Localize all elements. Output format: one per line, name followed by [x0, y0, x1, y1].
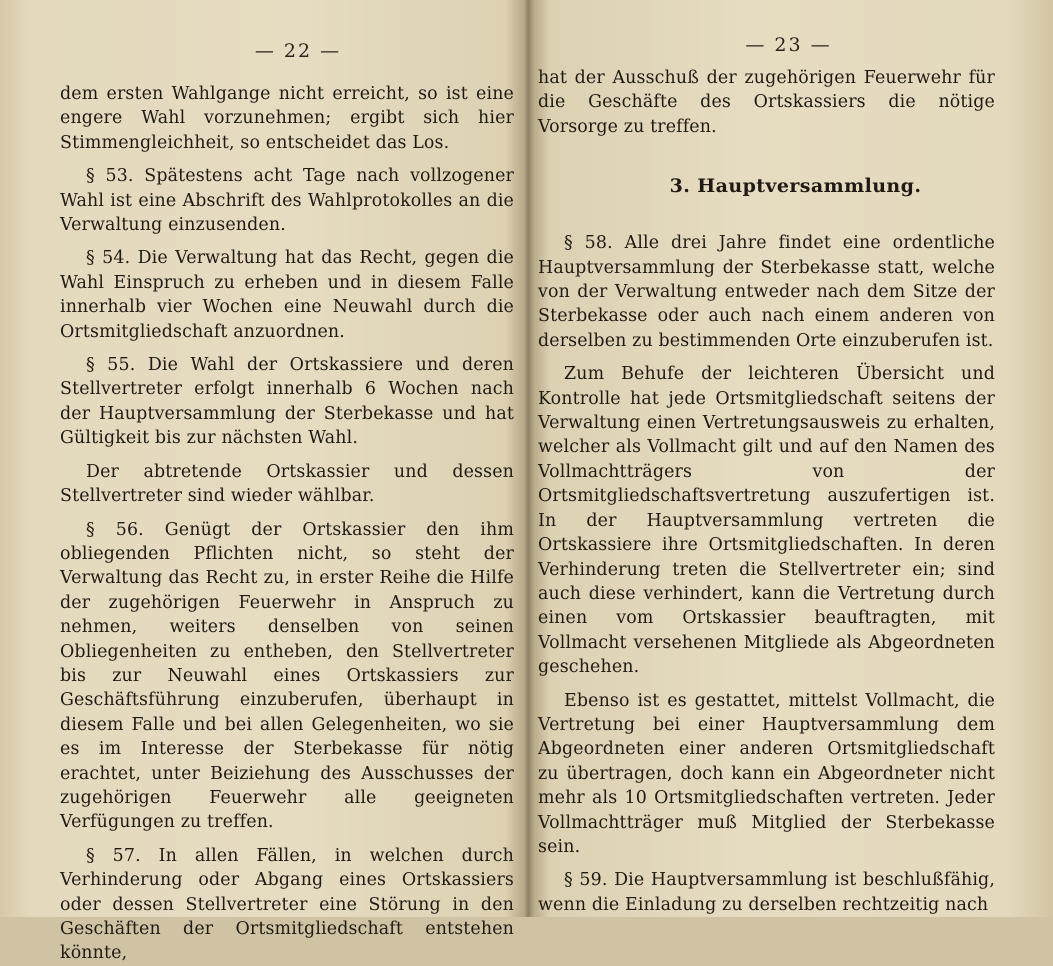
- paragraph-59: § 59. Die Hauptversammlung ist beschlußfähig, wenn die Einladung zu derselben rechtzeitig nach: [538, 870, 995, 915]
- paragraph-56: § 56. Genügt der Ortskassier den ihm obliegenden Pflichten nicht, so steht der Verwaltung das Recht zu, in erster Reihe die Hilfe der zugehörigen Feuerwehr in Anspruch zu nehmen, weiters denselben von seinen Obliegenheiten zu entheben, den Stellvertreter bis zur Neuwahl eines Ortskassiers zur Geschäftsführung einzuberufen, überhaupt in diesem Falle und bei allen Gelegenheiten, wo sie es im Interesse der Sterbekasse für nötig erachtet, unter Beiziehung des Ausschusses der zugehörigen Feuerwehr alle geeigneten Verfügungen zu treffen.: [60, 519, 514, 833]
- paragraph-58: § 58. Alle drei Jahre findet eine ordentliche Hauptversammlung der Sterbekasse statt, welche von der Verwaltung entweder nach dem Sitze der Sterbekasse oder auch nach einem anderen von derselben zu bestimmenden Orte einzuberufen ist.: [538, 233, 995, 351]
- paragraph-58-kontrolle: Zum Behufe der leichteren Übersicht und Kontrolle hat jede Ortsmitgliedschaft seitens der Verwaltung einen Vertretungsausweis zu erhalten, welcher als Vollmacht gilt und auf den Namen des Vollmachtträgers von der Ortsmitgliedschaftsvertretung auszufertigen ist. In der Hauptversammlung vertreten die Ortskassiere ihre Ortsmitgliedschaften. In deren Verhinderung treten die Stellvertreter ein; sind auch diese verhindert, kann die Vertretung durch einen vom Ortskassier beauftragten, mit Vollmacht versehenen Mitgliede als Abgeordneten geschehen.: [538, 364, 995, 678]
- paragraph-53: § 53. Spätestens acht Tage nach vollzogener Wahl ist eine Abschrift des Wahlprotokolles an die Verwaltung einzusenden.: [60, 166, 514, 236]
- paragraph-wahlgang: dem ersten Wahlgange nicht erreicht, so ist eine engere Wahl vorzunehmen; ergibt sich hier Stimmengleichheit, so entscheidet das Los.: [60, 84, 514, 153]
- right-page: [528, 0, 1053, 917]
- page-number: — 23 —: [745, 34, 832, 56]
- paragraph-57: § 57. In allen Fällen, in welchen durch Verhinderung oder Abgang eines Ortskassiers oder dessen Stellvertreter eine Störung in den Geschäften der Ortsmitgliedschaft entstehen könnte,: [60, 845, 514, 964]
- section-heading: 3. Hauptversammlung.: [669, 175, 922, 198]
- paragraph-57-cont: hat der Ausschuß der zugehörigen Feuerwehr für die Geschäfte des Ortskassiers die nötige Vorsorge zu treffen.: [538, 68, 995, 137]
- page-number: — 22 —: [254, 40, 342, 62]
- paragraph-55: § 55. Die Wahl der Ortskassiere und deren Stellvertreter erfolgt innerhalb 6 Wochen nach der Hauptversammlung der Sterbekasse und hat Gültigkeit bis zur nächsten Wahl.: [60, 355, 514, 449]
- paragraph-55-cont: Der abtretende Ortskassier und dessen Stellvertreter sind wieder wählbar.: [60, 461, 514, 507]
- paragraph-54: § 54. Die Verwaltung hat das Recht, gegen die Wahl Einspruch zu erheben und in diesem Falle innerhalb vier Wochen eine Neuwahl durch die Ortsmitgliedschaft anzuordnen.: [60, 248, 514, 342]
- paragraph-58-vollmacht: Ebenso ist es gestattet, mittelst Vollmacht, die Vertretung bei einer Hauptversammlung dem Abgeordneten einer anderen Ortsmitgliedschaft zu übertragen, doch kann ein Abgeordneter nicht mehr als 10 Ortsmitgliedschaften vertreten. Jeder Vollmachtträger muß Mitglied der Sterbekasse sein.: [538, 690, 995, 857]
